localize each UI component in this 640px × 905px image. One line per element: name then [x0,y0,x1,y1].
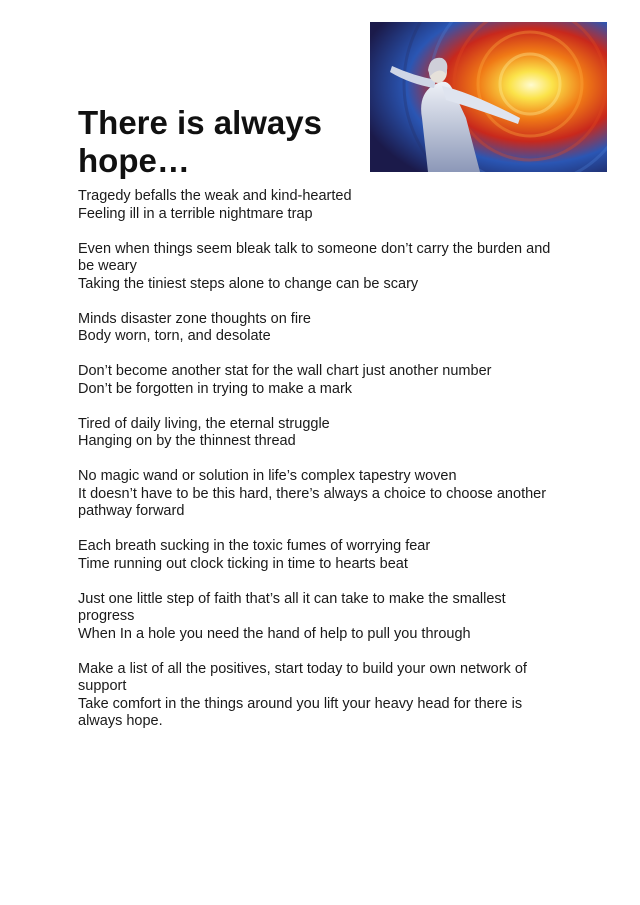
poem-line: Minds disaster zone thoughts on fire [78,310,311,327]
poem-line: When In a hole you need the hand of help to pull you through [78,625,471,642]
poem-stanza [78,661,558,731]
poem-stanza [78,591,558,644]
poem-body [78,188,558,748]
poem-line: Body worn, torn, and desolate [78,328,271,344]
poem-line: Each breath sucking in the toxic fumes of worrying fear [78,538,431,554]
poem-line: Just one little step of faith that’s all it can take to make the smallest progress [78,590,506,624]
poem-line: Make a list of all the positives, start today to build your own network of support [78,660,527,694]
poem-line: Hanging on by the thinnest thread [78,433,296,449]
poem-stanza [78,538,558,573]
poem-line: It doesn’t have to be this hard, there’s always a choice to choose another pathway forward [78,485,547,519]
poem-line: Don’t become another stat for the wall chart just another number [78,363,492,379]
painting-image [370,22,607,172]
poem-line: Take comfort in the things around you lift your heavy head for there is always hope. [78,695,523,729]
poem-line: Time running out clock ticking in time to hearts beat [78,555,408,572]
poem-stanza [78,241,558,294]
poem-title: There is always hope… [78,104,322,179]
poem-line: Feeling ill in a terrible nightmare trap [78,205,313,222]
poem-line: Tragedy befalls the weak and kind-hearted [78,188,352,204]
painting-figure-icon [370,22,607,172]
poem-line: Taking the tiniest steps alone to change can be scary [78,275,419,292]
poem-stanza [78,416,558,451]
poem-stanza [78,188,558,223]
poem-line: Tired of daily living, the eternal struggle [78,415,330,432]
poem-line: Don’t be forgotten in trying to make a mark [78,380,353,397]
poem-stanza [78,468,558,521]
poem-stanza [78,311,558,346]
poem-line: Even when things seem bleak talk to someone don’t carry the burden and be weary [78,240,551,274]
poem-stanza [78,363,558,398]
poem-line: No magic wand or solution in life’s complex tapestry woven [78,468,457,484]
